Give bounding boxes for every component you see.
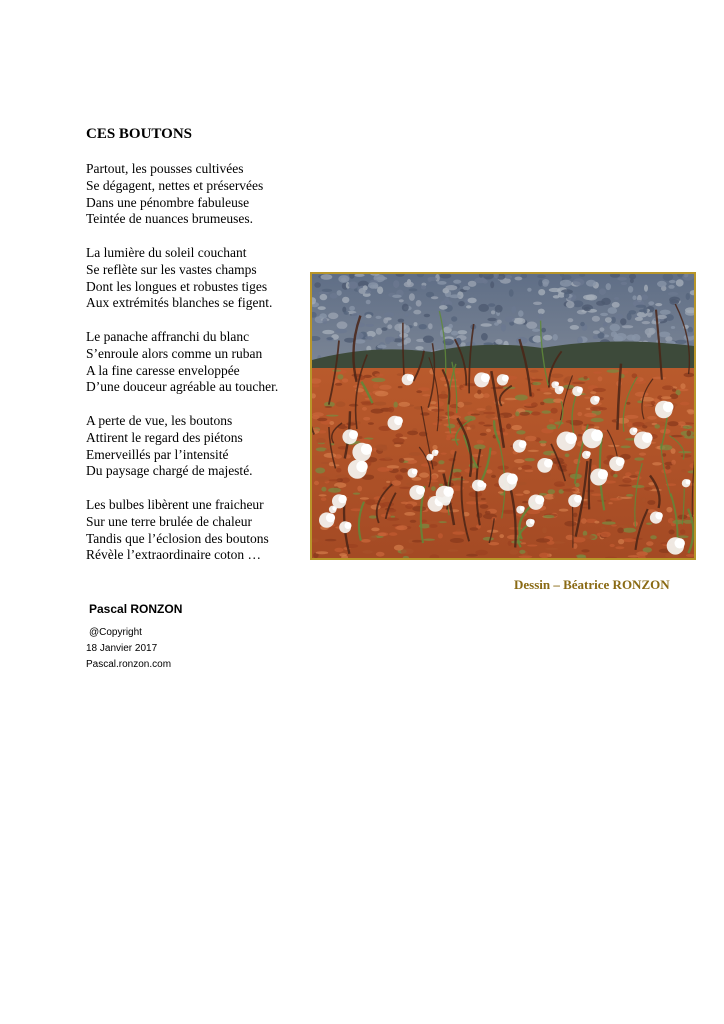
poem-line: S’enroule alors comme un ruban: [86, 345, 263, 361]
poem-line: Emerveillés par l’intensité: [86, 446, 229, 462]
poem-line: Attirent le regard des piétons: [86, 429, 243, 445]
poem-line: Partout, les pousses cultivées: [86, 161, 244, 176]
poem-line: Teintée de nuances brumeuses.: [86, 211, 253, 227]
poem-stanza: [86, 413, 311, 480]
poem-line: Révèle l’extraordinaire coton …: [86, 547, 262, 563]
poem-line: A la fine caresse enveloppée: [86, 362, 240, 378]
poem-line: Aux extrémités blanches se figent.: [86, 295, 273, 311]
poem-line: Le panache affranchi du blanc: [86, 328, 250, 344]
poem-title: CES BOUTONS: [86, 126, 193, 142]
poem-line: Dont les longues et robustes tiges: [86, 278, 268, 294]
copyright-notice: @Copyright: [89, 627, 142, 638]
poem-stanza: [86, 245, 311, 312]
poem-stanza: [86, 161, 311, 228]
poem-line: Du paysage chargé de majesté.: [86, 463, 253, 479]
poem-line: Tandis que l’éclosion des boutons: [86, 530, 269, 546]
poem-line: D’une douceur agréable au toucher.: [86, 379, 279, 395]
poem-line: Se reflète sur les vastes champs: [86, 261, 257, 277]
poem-stanza: [86, 497, 311, 564]
publication-date: 18 Janvier 2017: [86, 643, 158, 654]
author-name: Pascal RONZON: [89, 602, 183, 616]
painting-canvas: [312, 274, 694, 558]
poem-body: [86, 161, 311, 581]
poem-line: Sur une terre brulée de chaleur: [86, 513, 253, 529]
cotton-field-painting: [310, 272, 696, 560]
poem-line: Les bulbes libèrent une fraicheur: [86, 496, 264, 512]
poem-line: La lumière du soleil couchant: [86, 244, 247, 260]
poem-line: Dans une pénombre fabuleuse: [86, 194, 250, 210]
website-text: Pascal.ronzon.com: [86, 659, 172, 670]
poem-line: A perte de vue, les boutons: [86, 412, 233, 428]
illustration-caption: Dessin – Béatrice RONZON: [514, 577, 670, 592]
poem-line: Se dégagent, nettes et préservées: [86, 177, 264, 193]
poem-stanza: [86, 329, 311, 396]
